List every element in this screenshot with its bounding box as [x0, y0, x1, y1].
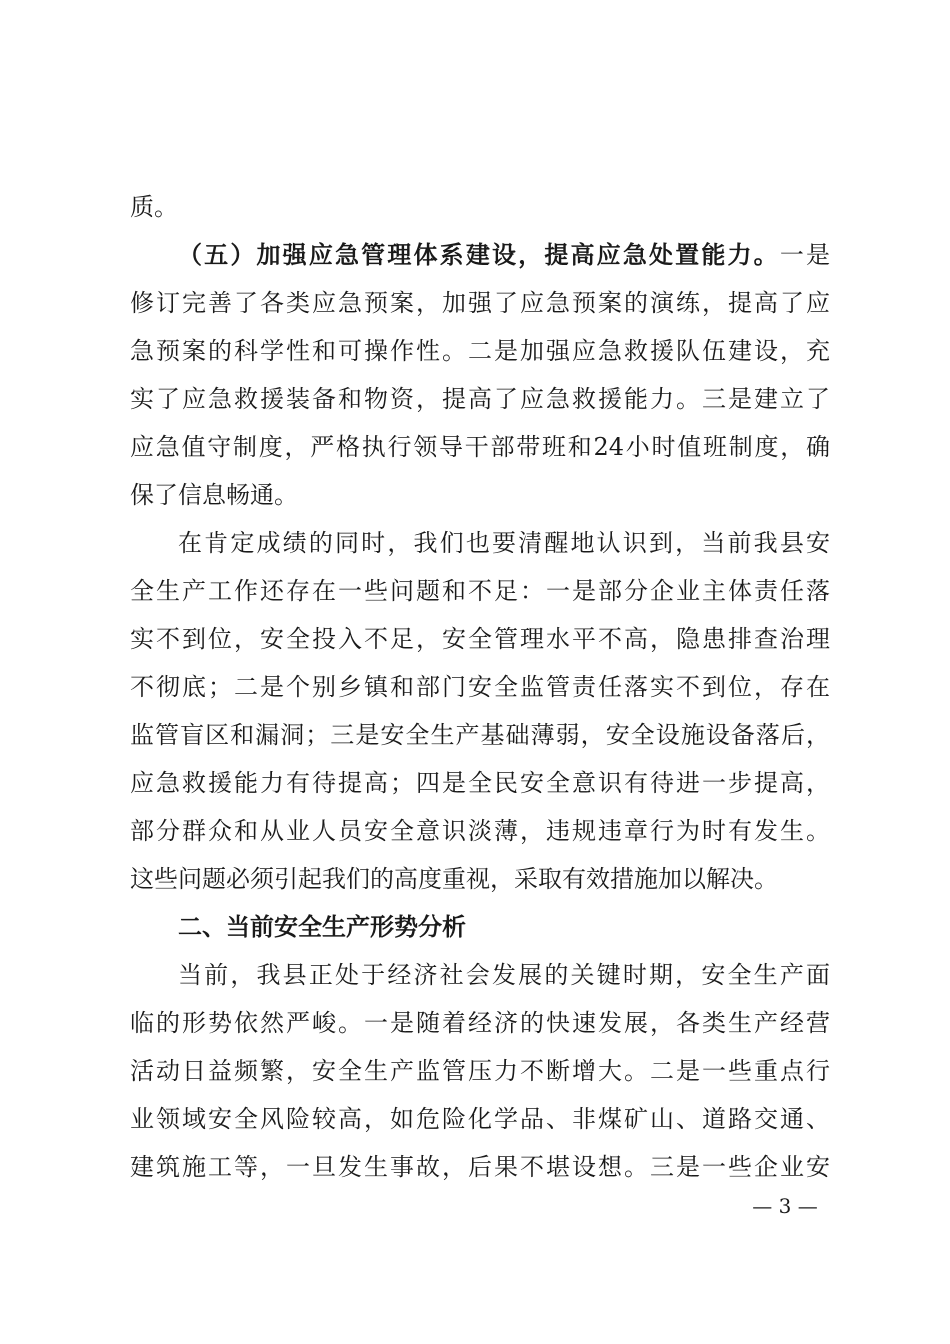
- paragraph-line: 质。: [130, 193, 178, 221]
- section-five-line: [178, 235, 830, 275]
- paragraph-line: 急预案的科学性和可操作性。二是加强应急救援队伍建设，充: [130, 337, 830, 365]
- page-number: — 3 —: [752, 1194, 818, 1218]
- paragraph-line: 应急值守制度，严格执行领导干部带班和24小时值班制度，确: [130, 433, 830, 461]
- paragraph-line: 保了信息畅通。: [130, 481, 298, 509]
- paragraph-line: 在肯定成绩的同时，我们也要清醒地认识到，当前我县安: [178, 529, 830, 557]
- paragraph-line: 实了应急救援装备和物资，提高了应急救援能力。三是建立了: [130, 385, 830, 413]
- paragraph-line: 监管盲区和漏洞；三是安全生产基础薄弱，安全设施设备落后，: [130, 721, 830, 749]
- paragraph-line: 当前，我县正处于经济社会发展的关键时期，安全生产面: [178, 961, 830, 989]
- section-five-rest: 一是: [779, 241, 831, 269]
- paragraph-line: 这些问题必须引起我们的高度重视，采取有效措施加以解决。: [130, 865, 778, 893]
- paragraph-line: 应急救援能力有待提高；四是全民安全意识有待进一步提高，: [130, 769, 830, 797]
- paragraph-line: 活动日益频繁，安全生产监管压力不断增大。二是一些重点行: [130, 1057, 830, 1085]
- section-two-heading: 二、当前安全生产形势分析: [178, 913, 466, 941]
- section-five-heading: （五）加强应急管理体系建设，提高应急处置能力。: [178, 240, 780, 269]
- paragraph-line: 修订完善了各类应急预案，加强了应急预案的演练，提高了应: [130, 289, 830, 317]
- paragraph-line: 业领域安全风险较高，如危险化学品、非煤矿山、道路交通、: [130, 1105, 830, 1133]
- paragraph-line: 全生产工作还存在一些问题和不足：一是部分企业主体责任落: [130, 577, 830, 605]
- paragraph-line: 部分群众和从业人员安全意识淡薄，违规违章行为时有发生。: [130, 817, 830, 845]
- paragraph-line: 建筑施工等，一旦发生事故，后果不堪设想。三是一些企业安: [130, 1153, 830, 1181]
- paragraph-line: 不彻底；二是个别乡镇和部门安全监管责任落实不到位，存在: [130, 673, 830, 701]
- paragraph-line: 实不到位，安全投入不足，安全管理水平不高，隐患排查治理: [130, 625, 830, 653]
- paragraph-line: 临的形势依然严峻。一是随着经济的快速发展，各类生产经营: [130, 1009, 830, 1037]
